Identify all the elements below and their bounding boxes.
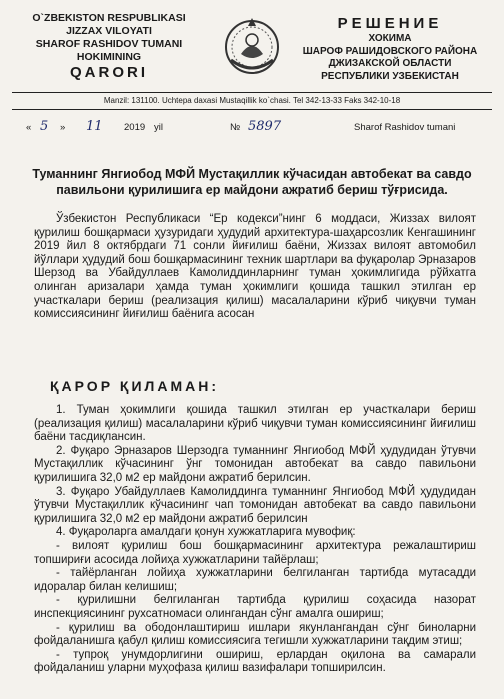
date-day: 5	[40, 119, 49, 134]
date-year: 2019	[124, 122, 146, 133]
preamble	[34, 213, 476, 322]
decision-heading: ҚАРОР ҚИЛАМАН:	[50, 378, 220, 394]
number-prefix: №	[230, 122, 241, 133]
decree-number: 5897	[248, 119, 282, 134]
header-left-line: JIZZAX VILOYATI	[66, 25, 152, 37]
state-emblem-icon	[219, 14, 285, 78]
decree-item: 1. Туман ҳокимлиги қошида ташкил этилган ер участкалари бериш (реализация қилиш) масалаларини кўриб чиқувчи туман комиссиясининг йиғилиш баёни тасдиқлансин.	[34, 404, 476, 444]
decree-subitem: - қурилиш ва ободонлаштириш ишлари якунлангандан сўнг биноларни фойдаланишга қабул қилиш комиссиясига тегишли хужжатларини тақдим этиш;	[34, 621, 476, 648]
header-right-line: ДЖИЗАКСКОЙ ОБЛАСТИ	[328, 58, 452, 69]
header-left-line: SHAROF RASHIDOV TUMANI	[35, 38, 183, 50]
preamble-text: Ўзбекистон Республикаси “Ер кодекси”нинг 6 моддаси, Жиззах вилоят қурилиш бошқармаси ҳузуридаги ҳудудий архитектура-шаҳарсозлик Кенгашининг 2019 йил 8 октябрдаги 71 сонли йиғилиш баёни, Жиззах вилоят автомобил йўллари ҳудудий бош бошқармасининг техник шартлари ва фуқаролар Эрназаров Шерзод ва Убайдуллаев Камолиддинларнинг туман ҳокимлигида рўйхатга олинган аризалари ҳамда туман ҳокимлиги қошида ташкил этилган ер участкалари бериш (реализация қилиш) масалаларини кўриб чиқувчи туман комиссиясининг йиғилиш баёнига асосан	[34, 213, 476, 321]
date-quote-open: «	[26, 122, 32, 133]
decree-title: Туманнинг Янгиобод МФЙ Мустақиллик кўчасидан автобекат ва савдо павильони қурилишига ер майдони ажратиб бериш тўғрисида.	[32, 167, 472, 197]
date-quote-close: »	[60, 122, 66, 133]
header-right-line: РЕСПУБЛИКИ УЗБЕКИСТАН	[321, 70, 459, 82]
header-left-title: QARORI	[70, 64, 148, 81]
header-divider	[12, 92, 492, 93]
dateline	[26, 119, 490, 138]
decree-item: 2. Фуқаро Эрназаров Шерзодга туманнинг Янгиобод МФЙ ҳудудидан ўтувчи Мустақиллик кўчасининг ўнг томонидан автобекат ва савдо павильони қурилишига 32,0 м2 ер майдони ажратиб берилсин.	[34, 444, 476, 484]
header-left-line: O`ZBEKISTON RESPUBLIKASI	[32, 12, 186, 24]
decree-subitem: - тайёрланган лойиҳа хужжатларини белгиланган тартибда мутасадди идоралар билан келишиш;	[34, 567, 476, 593]
decree-subitem: - тупроқ унумдорлигини ошириш, ерлардан оқилона ва самарали фойдаланиш уларни муҳофаза қилиш вазифалари топширилсин.	[34, 648, 476, 675]
address-divider	[12, 109, 492, 110]
decree-items	[34, 404, 476, 676]
header-left-line: HOKIMINING	[76, 51, 142, 63]
header-right	[290, 14, 490, 83]
header-left	[14, 12, 204, 82]
place: Sharof Rashidov tumani	[354, 122, 456, 133]
header-right-title: РЕШЕНИЕ	[337, 15, 443, 32]
address-line: Manzil: 131100. Uchtepa daxasi Mustaqillik ko`chasi. Tel 342-13-33 Faks 342-10-18	[103, 96, 401, 105]
date-month: 11	[86, 119, 103, 134]
decree-item: 3. Фуқаро Убайдуллаев Камолиддинга туманнинг Янгиобод МФЙ ҳудудидан ўтувчи Мустақиллик кўчасининг чап томонидан автобекат ва савдо павильони қурилишига 32,0 м2 ер майдони ажратиб берилсин	[34, 485, 476, 525]
decree-subitem: - қурилишни белгиланган тартибда қурилиш соҳасида назорат инспекциясининг рухсатномаси олингандан сўнг амалга ошириш;	[34, 594, 476, 620]
date-year-suffix: yil	[154, 122, 163, 133]
header-right-line: ШАРОФ РАШИДОВСКОГО РАЙОНА	[302, 45, 478, 57]
header-right-line: ХОКИМА	[368, 33, 412, 44]
decree-item: 4. Фуқароларга амалдаги қонун хужжатларига мувофиқ:	[56, 526, 356, 539]
decree-subitem: - вилоят қурилиш бош бошқармасининг архитектура режалаштириш топшириғи асосида лойиҳа хужжатларини тайёрлаш;	[34, 539, 476, 566]
